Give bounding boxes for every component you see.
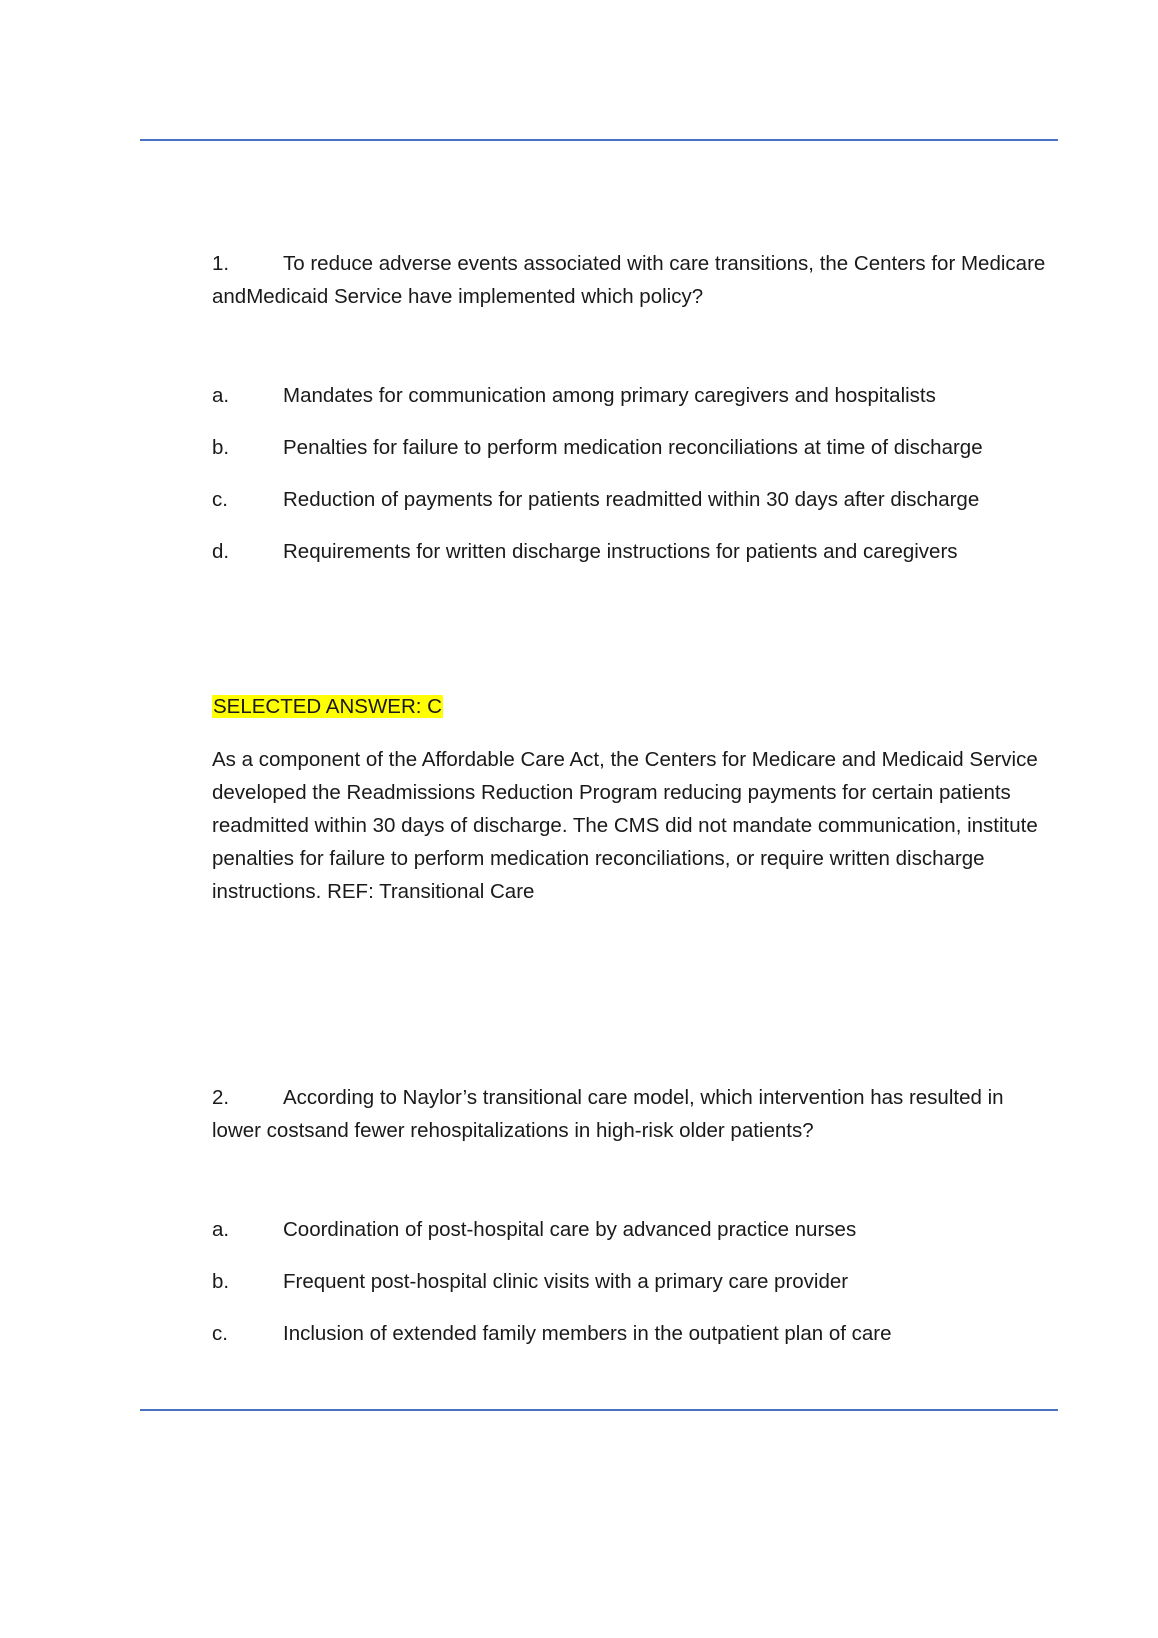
option-text: Penalties for failure to perform medication reconciliations at time of discharge	[283, 436, 983, 459]
option-text: Coordination of post-hospital care by advanced practice nurses	[283, 1218, 857, 1241]
answer-rationale: As a component of the Affordable Care Act, the Centers for Medicare and Medicaid Service developed the Readmissions Reduction Program reducing payments for certain patients readmitted within 30 days of discharge. The CMS did not mandate communication, institute penalties for failure to perform medication reconciliations, or require written discharge instructions. REF: Transitional Care	[212, 748, 1038, 903]
question-1-option-b	[212, 431, 1052, 464]
question-2-number: 2.	[212, 1086, 230, 1109]
question-1-number: 1.	[212, 252, 230, 275]
header-rule	[140, 139, 1058, 141]
option-letter: a.	[212, 384, 230, 407]
question-1-option-c	[212, 483, 1052, 516]
option-letter: b.	[212, 1270, 230, 1293]
option-letter: b.	[212, 436, 230, 459]
option-letter: a.	[212, 1218, 230, 1241]
option-letter: d.	[212, 540, 230, 563]
footer-rule	[140, 1409, 1058, 1411]
option-text: Frequent post-hospital clinic visits with a primary care provider	[283, 1270, 849, 1293]
option-text: Inclusion of extended family members in the outpatient plan of care	[283, 1322, 892, 1345]
question-1-option-d	[212, 535, 1052, 568]
option-text: Reduction of payments for patients readmitted within 30 days after discharge	[283, 488, 980, 511]
option-letter: c.	[212, 1322, 228, 1345]
question-1-text: To reduce adverse events associated with care transitions, the Centers for Medicare andMedicaid Service have implemented which policy?	[212, 252, 1046, 308]
selected-answer	[212, 694, 443, 720]
question-1-option-a	[212, 379, 1052, 412]
option-text: Mandates for communication among primary caregivers and hospitalists	[283, 384, 936, 407]
question-1	[212, 247, 1052, 313]
question-2-text: According to Naylor’s transitional care model, which intervention has resulted in lower costsand fewer rehospitalizations in high-risk older patients?	[212, 1086, 1004, 1142]
option-letter: c.	[212, 488, 228, 511]
question-2-option-b	[212, 1265, 1052, 1298]
question-2	[212, 1081, 1052, 1147]
question-2-option-a	[212, 1213, 1052, 1246]
selected-answer-highlight: SELECTED ANSWER: C	[213, 695, 442, 718]
question-2-option-c	[212, 1317, 1052, 1350]
option-text: Requirements for written discharge instructions for patients and caregivers	[283, 540, 958, 563]
